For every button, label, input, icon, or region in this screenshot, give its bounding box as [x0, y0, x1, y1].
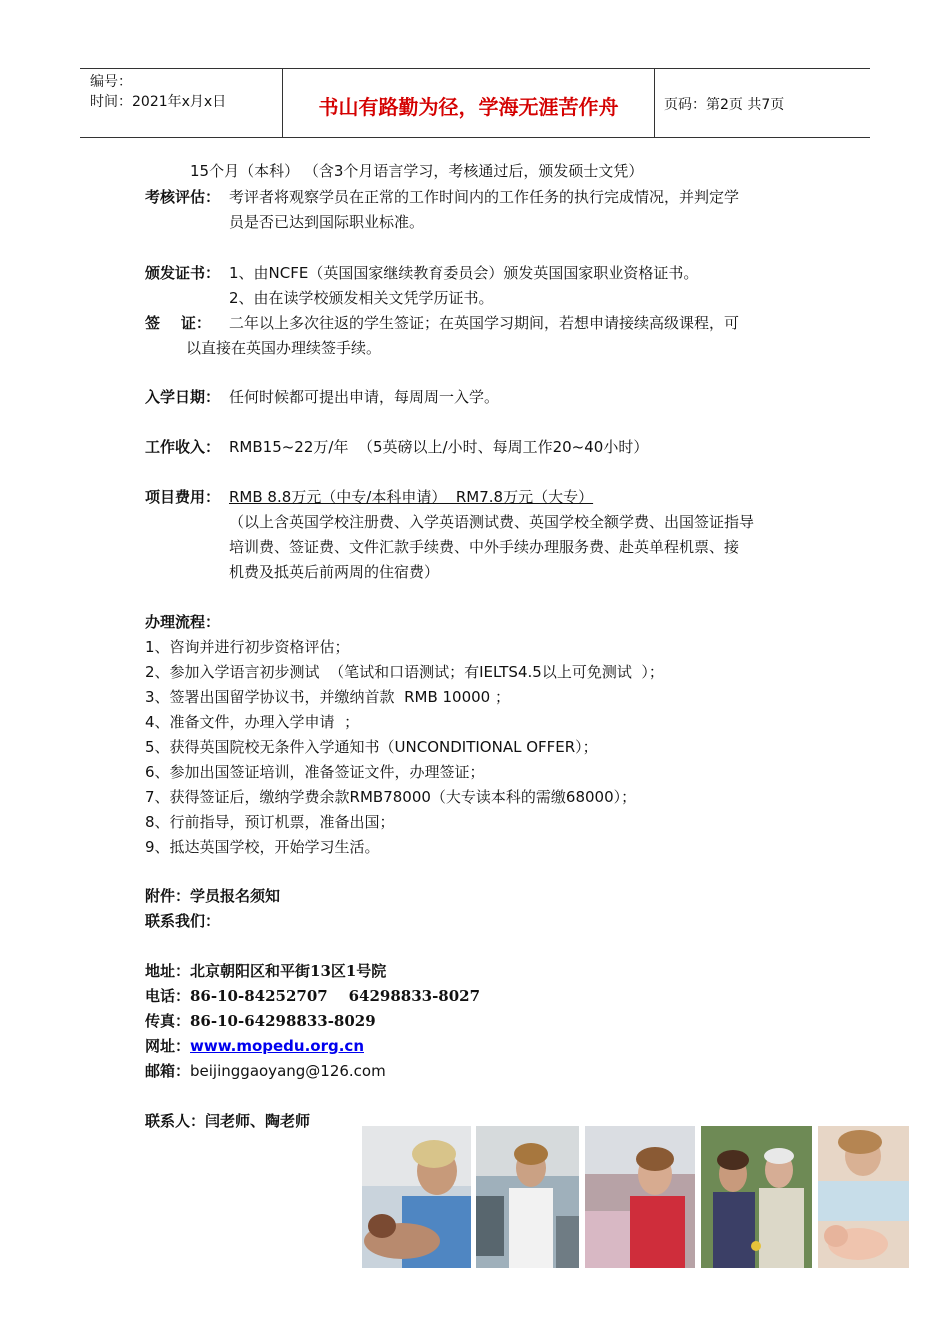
photo-nurse-with-newborn — [818, 1126, 909, 1268]
photo-smiling-nurse — [585, 1126, 695, 1268]
contact-address: 地址：北京朝阳区和平街13区1号院 — [145, 962, 387, 980]
process-step: 8、行前指导，预订机票，准备出国； — [145, 813, 395, 831]
nursing-photo-strip — [362, 1126, 909, 1268]
program-duration-line: 15个月（本科） （含3个月语言学习，考核通过后，颁发硕士文凭） — [190, 162, 644, 180]
email-address: beijinggaoyang@126.com — [190, 1062, 386, 1080]
contact-fax: 传真：86-10-64298833-8029 — [145, 1012, 376, 1030]
certificate-label: 颁发证书： — [145, 264, 221, 282]
page-number-label: 页码：第2页 共7页 — [664, 97, 785, 113]
document-number-label: 编号： — [90, 74, 132, 90]
contact-phone: 电话：86-10-84252707 64298833-8027 — [145, 987, 481, 1005]
process-title: 办理流程： — [145, 613, 221, 631]
enrollment-text: 任何时候都可提出申请，每周周一入学。 — [229, 388, 500, 406]
photo-nurse-with-patient — [362, 1126, 471, 1268]
process-step: 4、准备文件，办理入学申请 ； — [145, 713, 360, 731]
process-step: 2、参加入学语言初步测试 （笔试和口语测试；有IELTS4.5以上可免测试 ）； — [145, 663, 664, 681]
process-step: 5、获得英国院校无条件入学通知书（UNCONDITIONAL OFFER）； — [145, 738, 598, 756]
process-step: 6、参加出国签证培训，准备签证文件，办理签证； — [145, 763, 485, 781]
fee-includes-text: 机费及抵英后前两周的住宿费） — [229, 563, 440, 581]
fee-amount: RMB 8.8万元（中专/本科申请） RM7.8万元（大专） — [229, 488, 594, 506]
process-step: 3、签署出国留学协议书，并缴纳首款 RMB 10000 ； — [145, 688, 510, 706]
fee-includes-text: 培训费、签证费、文件汇款手续费、中外手续办理服务费、赴英单程机票、接 — [229, 538, 740, 556]
income-label: 工作收入： — [145, 438, 221, 456]
visa-label: 签 证： — [145, 314, 211, 332]
page-header — [80, 68, 870, 138]
assessment-label: 考核评估： — [145, 188, 221, 206]
fee-label: 项目费用： — [145, 488, 221, 506]
website-link[interactable]: www.mopedu.org.cn — [190, 1037, 364, 1055]
process-step: 9、抵达英国学校，开始学习生活。 — [145, 838, 380, 856]
website-label: 网址： — [145, 1037, 191, 1055]
photo-nurse-in-ward — [476, 1126, 579, 1268]
enrollment-label: 入学日期： — [145, 388, 221, 406]
header-motto: 书山有路勤为径，学海无涯苦作舟 — [318, 95, 619, 119]
income-text: RMB15~22万/年 （5英磅以上/小时、每周工作20~40小时） — [229, 438, 649, 456]
photo-nurse-with-elderly-man — [701, 1126, 812, 1268]
process-step: 7、获得签证后，缴纳学费余款RMB78000（大专读本科的需缴68000）； — [145, 788, 637, 806]
contact-us-heading: 联系我们： — [145, 912, 221, 930]
contact-person: 联系人：闫老师、陶老师 — [145, 1112, 311, 1130]
assessment-text: 员是否已达到国际职业标准。 — [229, 213, 425, 231]
visa-text: 二年以上多次往返的学生签证；在英国学习期间，若想申请接续高级课程，可 — [229, 314, 740, 332]
fee-includes-text: （以上含英国学校注册费、入学英语测试费、英国学校全额学费、出国签证指导 — [229, 513, 755, 531]
certificate-item: 1、由NCFE（英国国家继续教育委员会）颁发英国国家职业资格证书。 — [229, 264, 699, 282]
assessment-text: 考评者将观察学员在正常的工作时间内的工作任务的执行完成情况，并判定学 — [229, 188, 740, 206]
certificate-item: 2、由在读学校颁发相关文凭学历证书。 — [229, 289, 494, 307]
document-date-label: 时间：2021年x月x日 — [90, 94, 227, 110]
header-divider — [654, 69, 655, 137]
contact-email-row — [145, 1060, 386, 1081]
visa-text: 以直接在英国办理续签手续。 — [186, 339, 382, 357]
process-step: 1、咨询并进行初步资格评估； — [145, 638, 350, 656]
contact-website-row — [145, 1035, 364, 1056]
attachment-note: 附件：学员报名须知 — [145, 887, 281, 905]
email-label: 邮箱： — [145, 1062, 191, 1080]
